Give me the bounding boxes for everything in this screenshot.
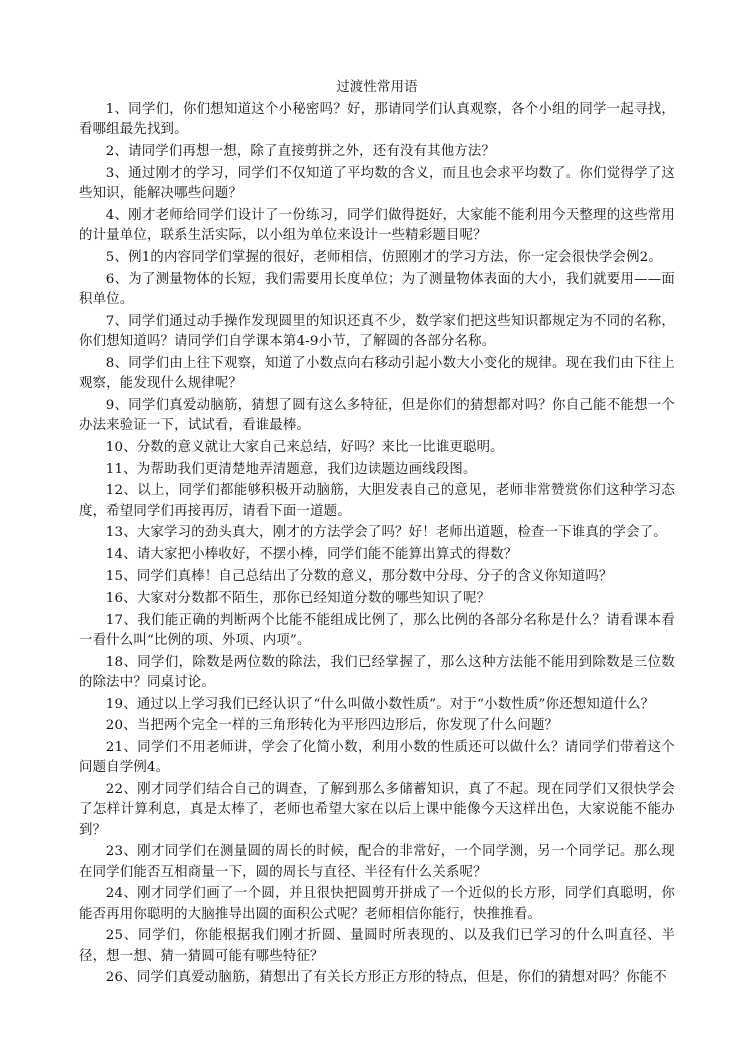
paragraph-9: 9、同学们真爱动脑筋，猜想了圆有这么多特征，但是你们的猜想都对吗？你自己能不能想一个办法来验证一下，试试看，看谁最棒。 xyxy=(79,397,675,433)
paragraph-16: 16、大家对分数都不陌生，那你已经知道分数的哪些知识了呢？ xyxy=(105,590,491,606)
paragraph-4: 4、刚才老师给同学们设计了一份练习，同学们做得挺好，大家能不能利用今天整理的这些常用的计量单位，联系生活实际，以小组为单位来设计一些精彩题目呢？ xyxy=(79,208,675,244)
paragraph-14: 14、请大家把小棒收好，不摆小棒，同学们能不能算出算式的得数？ xyxy=(105,547,518,563)
paragraph-15: 15、同学们真棒！自己总结出了分数的意义，那分数中分母、分子的含义你知道吗？ xyxy=(105,568,613,584)
document-title: 过渡性常用语 xyxy=(336,80,418,95)
paragraph-22: 22、刚才同学们结合自己的调查，了解到那么多储蓄知识，真了不起。现在同学们又很快学会了怎样计算利息，真是太棒了，老师也希望大家在以后上课中能像今天这样出色，大家说能不能办到？ xyxy=(79,782,675,838)
paragraph-6: 6、为了测量物体的长短，我们需要用长度单位；为了测量物体表面的大小，我们就要用——面积单位。 xyxy=(79,271,675,307)
paragraph-25: 25、同学们，你能根据我们刚才折圆、量圆时所表现的、以及我们已学习的什么叫直径、半径，想一想、猜一猜圆可能有哪些特征？ xyxy=(79,928,675,964)
paragraph-3: 3、通过刚才的学习，同学们不仅知道了平均数的含义，而且也会求平均数了。你们觉得学了这些知识，能解决哪些问题？ xyxy=(79,166,675,202)
paragraph-13: 13、大家学习的劲头真大，刚才的方法学会了吗？好！老师出道题，检查一下谁真的学会了。 xyxy=(105,525,667,541)
paragraph-23: 23、刚才同学们在测量圆的周长的时候，配合的非常好，一个同学测，另一个同学记。那么现在同学们能否互相商量一下，圆的周长与直径、半径有什么关系呢？ xyxy=(79,844,675,880)
document-page xyxy=(79,74,675,990)
paragraph-5: 5、例1的内容同学们掌握的很好，老师相信，仿照刚才的学习方法，你一定会很快学会例2。 xyxy=(105,250,662,265)
paragraph-7: 7、同学们通过动手操作发现圆里的知识还真不少，数学家们把这些知识都规定为不同的名称，你们想知道吗？请同学们自学课本第4-9小节，了解圆的各部分名称。 xyxy=(79,313,675,349)
paragraph-18: 18、同学们，除数是两位数的除法，我们已经掌握了，那么这种方法能不能用到除数是三位数的除法中？同桌讨论。 xyxy=(79,654,675,690)
paragraph-26: 26、同学们真爱动脑筋，猜想出了有关长方形正方形的特点，但是，你们的猜想对吗？你能不 xyxy=(105,970,667,986)
paragraph-11: 11、为帮助我们更清楚地弄清题意，我们边读题边画线段图。 xyxy=(105,461,477,477)
paragraph-10: 10、分数的意义就让大家自己来总结，好吗？来比一比谁更聪明。 xyxy=(105,439,504,455)
paragraph-20: 20、当把两个完全一样的三角形转化为平形四边形后，你发现了什么问题？ xyxy=(105,718,559,734)
paragraph-19: 19、通过以上学习我们已经认识了“什么叫做小数性质”。对于“小数性质”你还想知道什么？ xyxy=(105,696,655,712)
paragraph-1: 1、同学们，你们想知道这个小秘密吗？好，那请同学们认真观察，各个小组的同学一起寻找，看哪组最先找到。 xyxy=(79,102,675,138)
paragraph-8: 8、同学们由上往下观察，知道了小数点向右移动引起小数大小变化的规律。现在我们由下往上观察，能发现什么规律呢？ xyxy=(79,355,675,391)
paragraph-21: 21、同学们不用老师讲，学会了化简小数，利用小数的性质还可以做什么？请同学们带着这个问题自学例4。 xyxy=(79,740,675,776)
paragraph-12: 12、以上，同学们都能够积极开动脑筋，大胆发表自己的意见，老师非常赞赏你们这种学习态度，希望同学们再接再厉，请看下面一道题。 xyxy=(79,483,675,519)
paragraph-2: 2、请同学们再想一想，除了直接剪拼之外，还有没有其他方法？ xyxy=(105,144,496,160)
paragraph-17: 17、我们能正确的判断两个比能不能组成比例了，那么比例的各部分名称是什么？请看课本看一看什么叫“比例的项、外项、内项”。 xyxy=(79,612,675,648)
paragraph-24: 24、刚才同学们画了一个圆，并且很快把圆剪开拼成了一个近似的长方形，同学们真聪明，你能否再用你聪明的大脑推导出圆的面积公式呢？老师相信你能行，快推推看。 xyxy=(79,886,675,922)
